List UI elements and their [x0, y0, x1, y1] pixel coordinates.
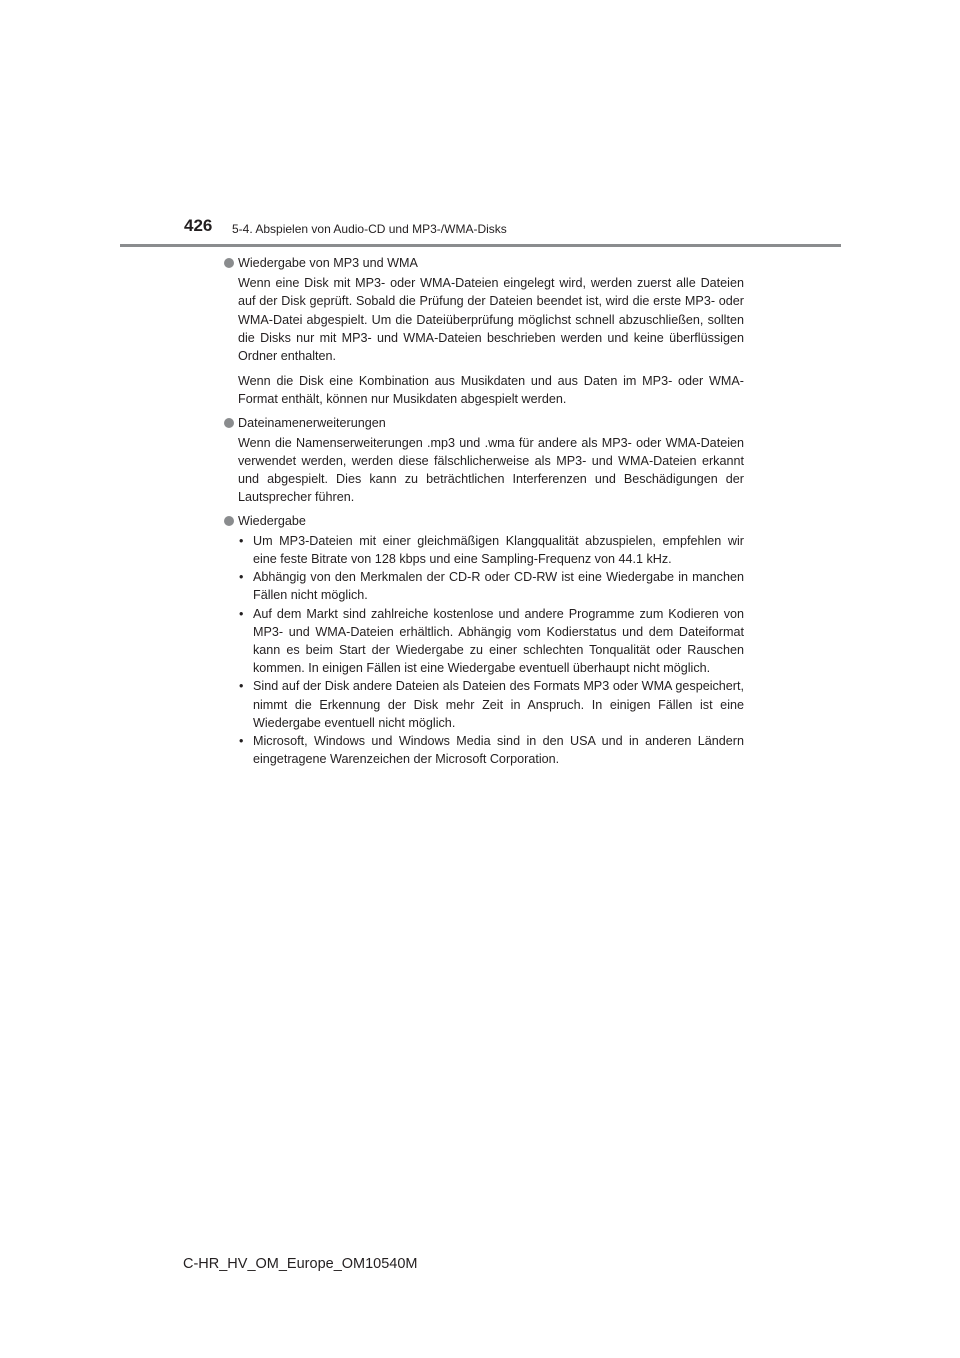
bullet-circle-icon — [224, 418, 234, 428]
list-item — [238, 677, 744, 732]
bullet-circle-icon — [224, 258, 234, 268]
main-content — [222, 254, 744, 768]
section-heading — [222, 512, 744, 530]
footer-document-id: C-HR_HV_OM_Europe_OM10540M — [183, 1256, 418, 1272]
list-bullet: • — [239, 679, 244, 694]
list-item-text: Abhängig von den Merkmalen der CD-R oder CD-RW ist eine Wiedergabe in manchen Fällen nicht möglich. — [253, 570, 744, 603]
paragraph: Wenn eine Disk mit MP3- oder WMA-Dateien eingelegt wird, werden zuerst alle Dateien auf der Disk geprüft. Sobald die Prüfung der Dateien beendet ist, wird die erste MP3- oder WMA-Datei abgespielt. Um die Dateiüberprüfung möglichst schnell abzuschließen, sollten die Disks nur mit MP3- und WMA-Dateien beschrieben werden und keine überflüssigen Ordner enthalten. — [238, 276, 744, 364]
page-number: 426 — [184, 216, 213, 235]
section-heading-text: Wiedergabe von MP3 und WMA — [238, 256, 418, 270]
section-heading — [222, 254, 744, 272]
paragraph: Wenn die Namenserweiterungen .mp3 und .wma für andere als MP3- oder WMA-Dateien verwendet werden, werden diese fälschlicherweise als MP3- und WMA-Dateien erkannt und abgespielt. Dies kann zu beträchtlichen Interferenzen und Beschädigungen der Lautsprecher führen. — [238, 435, 744, 505]
list-bullet: • — [239, 533, 244, 548]
list-item — [238, 605, 744, 678]
section-title: 5-4. Abspielen von Audio-CD und MP3-/WMA-Disks — [232, 222, 507, 236]
header-rule — [120, 244, 841, 247]
list-bullet: • — [239, 734, 244, 749]
list-bullet: • — [239, 606, 244, 621]
list-item — [238, 732, 744, 768]
list-item-text: Um MP3-Dateien mit einer gleichmäßigen Klangqualität abzuspielen, empfehlen wir eine feste Bitrate von 128 kbps und eine Sampling-Frequenz von 44.1 kHz. — [253, 533, 744, 567]
section-mp3-wma-playback — [222, 254, 744, 409]
bullet-circle-icon — [224, 516, 234, 526]
section-heading — [222, 414, 744, 432]
list-item-text: Sind auf der Disk andere Dateien als Dateien des Formats MP3 oder WMA gespeichert, nimmt die Erkennung der Disk mehr Zeit in Anspruch. In einigen Fällen ist eine Wiedergabe eventuell nicht möglich. — [253, 679, 744, 730]
list-item-text: Microsoft, Windows und Windows Media sind in den USA und in anderen Ländern eingetragene Warenzeichen der Microsoft Corporation. — [253, 734, 744, 767]
list-item — [238, 532, 744, 568]
list-item — [238, 568, 744, 604]
section-playback — [222, 512, 744, 769]
paragraph: Wenn die Disk eine Kombination aus Musikdaten und aus Daten im MP3- oder WMA-Format enthält, können nur Musikdaten abgespielt werden. — [238, 374, 744, 407]
section-file-extensions — [222, 414, 744, 507]
playback-notes-list — [238, 532, 744, 769]
list-bullet: • — [239, 570, 244, 585]
section-heading-text: Wiedergabe — [238, 513, 306, 528]
section-heading-text: Dateinamenerweiterungen — [238, 415, 386, 430]
list-item-text: Auf dem Markt sind zahlreiche kostenlose und andere Programme zum Kodieren von MP3- und WMA-Dateien erhältlich. Abhängig vom Kodierstatus und dem Dateiformat kann es beim Start der Wiedergabe zu einer schlechten Tonqualität oder Rauschen kommen. In einigen Fällen ist eine Wiedergabe eventuell überhaupt nicht möglich. — [253, 606, 744, 676]
